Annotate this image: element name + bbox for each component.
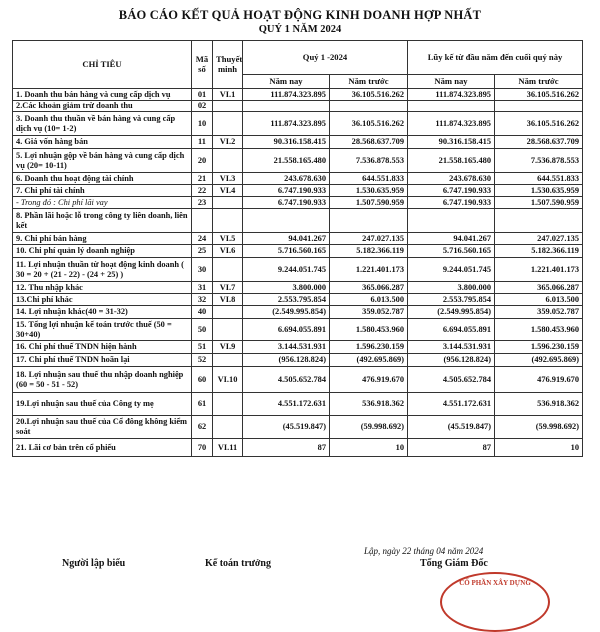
row-quarter-current: (956.128.824) bbox=[243, 354, 330, 367]
table-row bbox=[13, 185, 583, 197]
row-note: VI.1 bbox=[213, 89, 243, 101]
row-cumulative-current: 6.747.190.933 bbox=[408, 197, 495, 209]
row-quarter-current: 4.505.652.784 bbox=[243, 367, 330, 393]
row-note: VI.10 bbox=[213, 367, 243, 393]
row-quarter-previous: 36.105.516.262 bbox=[330, 89, 408, 101]
row-code: 40 bbox=[192, 306, 213, 319]
row-cumulative-current: 3.144.531.931 bbox=[408, 341, 495, 354]
row-code: 10 bbox=[192, 112, 213, 136]
row-cumulative-current bbox=[408, 101, 495, 112]
row-cumulative-current: (956.128.824) bbox=[408, 354, 495, 367]
row-label: 18. Lợi nhuận sau thuế thu nhập doanh nghiệp (60 = 50 - 51 - 52) bbox=[13, 367, 192, 393]
row-quarter-previous: 1.507.590.959 bbox=[330, 197, 408, 209]
row-code: 25 bbox=[192, 245, 213, 258]
row-cumulative-previous bbox=[495, 101, 583, 112]
row-quarter-previous: 365.066.287 bbox=[330, 282, 408, 294]
row-cumulative-current: 2.553.795.854 bbox=[408, 294, 495, 306]
row-note: VI.4 bbox=[213, 185, 243, 197]
row-cumulative-previous: 247.027.135 bbox=[495, 233, 583, 245]
row-cumulative-previous: 6.013.500 bbox=[495, 294, 583, 306]
row-label: 8. Phần lãi hoặc lỗ trong công ty liên doanh, liên kết bbox=[13, 209, 192, 233]
row-cumulative-previous: 1.530.635.959 bbox=[495, 185, 583, 197]
row-quarter-previous: 1.530.635.959 bbox=[330, 185, 408, 197]
row-note bbox=[213, 416, 243, 439]
row-quarter-previous: 10 bbox=[330, 439, 408, 457]
row-quarter-previous: 644.551.833 bbox=[330, 173, 408, 185]
row-label: 9. Chi phí bán hàng bbox=[13, 233, 192, 245]
row-cumulative-current: 21.558.165.480 bbox=[408, 149, 495, 173]
row-code: 21 bbox=[192, 173, 213, 185]
row-quarter-previous: 1.221.401.173 bbox=[330, 258, 408, 282]
row-quarter-current: 6.694.055.891 bbox=[243, 319, 330, 341]
row-quarter-previous: 247.027.135 bbox=[330, 233, 408, 245]
row-note bbox=[213, 319, 243, 341]
row-code: 52 bbox=[192, 354, 213, 367]
report-subtitle: QUÝ 1 NĂM 2024 bbox=[258, 24, 342, 35]
row-quarter-previous: 36.105.516.262 bbox=[330, 112, 408, 136]
row-label: - Trong đó : Chi phí lãi vay bbox=[13, 197, 192, 209]
row-code: 01 bbox=[192, 89, 213, 101]
row-code: 02 bbox=[192, 101, 213, 112]
row-quarter-previous bbox=[330, 101, 408, 112]
signature-director: Tổng Giám Đốc bbox=[420, 558, 488, 569]
row-cumulative-current: 111.874.323.895 bbox=[408, 112, 495, 136]
row-cumulative-previous: 536.918.362 bbox=[495, 393, 583, 416]
row-quarter-current: 111.874.323.895 bbox=[243, 89, 330, 101]
row-label: 10. Chi phí quản lý doanh nghiệp bbox=[13, 245, 192, 258]
row-note bbox=[213, 209, 243, 233]
row-code: 30 bbox=[192, 258, 213, 282]
place-date: Lập, ngày 22 tháng 04 năm 2024 bbox=[364, 546, 484, 556]
table-row bbox=[13, 233, 583, 245]
header-q-nam-nay: Năm nay bbox=[243, 75, 330, 89]
row-cumulative-current: 94.041.267 bbox=[408, 233, 495, 245]
row-quarter-previous: 1.580.453.960 bbox=[330, 319, 408, 341]
row-quarter-previous: 1.596.230.159 bbox=[330, 341, 408, 354]
header-chi-tieu: CHỈ TIÊU bbox=[13, 41, 192, 89]
row-cumulative-current: 6.747.190.933 bbox=[408, 185, 495, 197]
table-row bbox=[13, 439, 583, 457]
row-quarter-current bbox=[243, 101, 330, 112]
row-code: 51 bbox=[192, 341, 213, 354]
row-cumulative-current: 3.800.000 bbox=[408, 282, 495, 294]
header-c-nam-nay: Năm nay bbox=[408, 75, 495, 89]
row-label: 16. Chi phí thuế TNDN hiện hành bbox=[13, 341, 192, 354]
row-label: 11. Lợi nhuận thuần từ hoạt động kinh doanh ( 30 = 20 + (21 - 22) - (24 + 25) ) bbox=[13, 258, 192, 282]
row-quarter-current: 111.874.323.895 bbox=[243, 112, 330, 136]
row-note: VI.7 bbox=[213, 282, 243, 294]
row-cumulative-previous: 5.182.366.119 bbox=[495, 245, 583, 258]
row-quarter-previous: 6.013.500 bbox=[330, 294, 408, 306]
row-quarter-current: 87 bbox=[243, 439, 330, 457]
stamp-text: CỔ PHẦN XÂY DỰNG bbox=[459, 579, 531, 587]
row-label: 21. Lãi cơ bản trên cổ phiếu bbox=[13, 439, 192, 457]
row-cumulative-previous: 359.052.787 bbox=[495, 306, 583, 319]
row-label: 14. Lợi nhuận khác(40 = 31-32) bbox=[13, 306, 192, 319]
table-row bbox=[13, 112, 583, 136]
row-code: 61 bbox=[192, 393, 213, 416]
row-label: 4. Giá vốn hàng bán bbox=[13, 136, 192, 149]
table-row bbox=[13, 393, 583, 416]
row-note bbox=[213, 101, 243, 112]
row-code: 11 bbox=[192, 136, 213, 149]
row-code: 60 bbox=[192, 367, 213, 393]
row-quarter-previous: (59.998.692) bbox=[330, 416, 408, 439]
row-quarter-current: (2.549.995.854) bbox=[243, 306, 330, 319]
row-note: VI.11 bbox=[213, 439, 243, 457]
row-cumulative-previous bbox=[495, 209, 583, 233]
row-quarter-previous: 5.182.366.119 bbox=[330, 245, 408, 258]
row-cumulative-previous: 7.536.878.553 bbox=[495, 149, 583, 173]
row-label: 3. Doanh thu thuần về bán hàng và cung cấp dịch vụ (10= 1-2) bbox=[13, 112, 192, 136]
row-cumulative-current: (2.549.995.854) bbox=[408, 306, 495, 319]
row-cumulative-current: 4.505.652.784 bbox=[408, 367, 495, 393]
signature-preparer: Người lập biểu bbox=[62, 558, 126, 569]
row-cumulative-previous: (59.998.692) bbox=[495, 416, 583, 439]
row-note: VI.6 bbox=[213, 245, 243, 258]
row-cumulative-previous: 36.105.516.262 bbox=[495, 112, 583, 136]
row-label: 15. Tổng lợi nhuận kế toán trước thuế (50 = 30+40) bbox=[13, 319, 192, 341]
row-cumulative-previous: 1.221.401.173 bbox=[495, 258, 583, 282]
row-quarter-previous: (492.695.869) bbox=[330, 354, 408, 367]
company-stamp bbox=[440, 572, 550, 632]
row-quarter-current: 9.244.051.745 bbox=[243, 258, 330, 282]
row-quarter-current bbox=[243, 209, 330, 233]
row-cumulative-previous: 1.580.453.960 bbox=[495, 319, 583, 341]
table-row bbox=[13, 101, 583, 112]
row-code bbox=[192, 209, 213, 233]
row-note: VI.2 bbox=[213, 136, 243, 149]
row-cumulative-current: 90.316.158.415 bbox=[408, 136, 495, 149]
table-row bbox=[13, 367, 583, 393]
header-c-nam-truoc: Năm trước bbox=[495, 75, 583, 89]
row-note: VI.5 bbox=[213, 233, 243, 245]
signature-chief-accountant: Kế toán trưởng bbox=[205, 558, 271, 569]
row-quarter-current: 6.747.190.933 bbox=[243, 197, 330, 209]
row-cumulative-current: (45.519.847) bbox=[408, 416, 495, 439]
row-quarter-current: 3.144.531.931 bbox=[243, 341, 330, 354]
table-row bbox=[13, 319, 583, 341]
row-code: 50 bbox=[192, 319, 213, 341]
row-quarter-current: 2.553.795.854 bbox=[243, 294, 330, 306]
row-label: 7. Chi phí tài chính bbox=[13, 185, 192, 197]
row-cumulative-previous: 36.105.516.262 bbox=[495, 89, 583, 101]
row-note bbox=[213, 197, 243, 209]
table-row bbox=[13, 89, 583, 101]
row-code: 22 bbox=[192, 185, 213, 197]
row-code: 31 bbox=[192, 282, 213, 294]
row-code: 32 bbox=[192, 294, 213, 306]
row-code: 20 bbox=[192, 149, 213, 173]
row-quarter-previous: 28.568.637.709 bbox=[330, 136, 408, 149]
table-row bbox=[13, 136, 583, 149]
row-label: 6. Doanh thu hoạt động tài chính bbox=[13, 173, 192, 185]
row-note: VI.3 bbox=[213, 173, 243, 185]
header-ma-so: Mã số bbox=[192, 41, 213, 89]
row-label: 2.Các khoản giảm trừ doanh thu bbox=[13, 101, 192, 112]
row-code: 24 bbox=[192, 233, 213, 245]
table-row bbox=[13, 294, 583, 306]
table-row bbox=[13, 282, 583, 294]
row-quarter-current: 94.041.267 bbox=[243, 233, 330, 245]
row-cumulative-current bbox=[408, 209, 495, 233]
row-cumulative-previous: 28.568.637.709 bbox=[495, 136, 583, 149]
row-note: VI.8 bbox=[213, 294, 243, 306]
row-cumulative-current: 6.694.055.891 bbox=[408, 319, 495, 341]
row-cumulative-current: 87 bbox=[408, 439, 495, 457]
income-statement-table bbox=[12, 40, 583, 457]
row-cumulative-current: 243.678.630 bbox=[408, 173, 495, 185]
row-cumulative-previous: 1.507.590.959 bbox=[495, 197, 583, 209]
row-cumulative-current: 111.874.323.895 bbox=[408, 89, 495, 101]
header-luy-ke: Lũy kế từ đầu năm đến cuối quý này bbox=[408, 41, 583, 75]
row-code: 62 bbox=[192, 416, 213, 439]
row-quarter-current: (45.519.847) bbox=[243, 416, 330, 439]
row-quarter-current: 3.800.000 bbox=[243, 282, 330, 294]
header-q-nam-truoc: Năm trước bbox=[330, 75, 408, 89]
row-cumulative-previous: 1.596.230.159 bbox=[495, 341, 583, 354]
row-quarter-previous: 359.052.787 bbox=[330, 306, 408, 319]
row-quarter-current: 4.551.172.631 bbox=[243, 393, 330, 416]
row-note bbox=[213, 393, 243, 416]
row-cumulative-previous: 644.551.833 bbox=[495, 173, 583, 185]
row-note bbox=[213, 112, 243, 136]
row-note bbox=[213, 354, 243, 367]
row-quarter-previous: 7.536.878.553 bbox=[330, 149, 408, 173]
table-row bbox=[13, 245, 583, 258]
report-title: BÁO CÁO KẾT QUẢ HOẠT ĐỘNG KINH DOANH HỢP NHẤT bbox=[118, 8, 482, 22]
row-label: 13.Chi phí khác bbox=[13, 294, 192, 306]
row-quarter-current: 243.678.630 bbox=[243, 173, 330, 185]
table-row bbox=[13, 416, 583, 439]
header-quy: Quý 1 -2024 bbox=[243, 41, 408, 75]
row-code: 23 bbox=[192, 197, 213, 209]
row-quarter-previous: 536.918.362 bbox=[330, 393, 408, 416]
table-row bbox=[13, 173, 583, 185]
row-note bbox=[213, 149, 243, 173]
row-cumulative-previous: 476.919.670 bbox=[495, 367, 583, 393]
row-quarter-current: 90.316.158.415 bbox=[243, 136, 330, 149]
row-note: VI.9 bbox=[213, 341, 243, 354]
table-row bbox=[13, 197, 583, 209]
row-quarter-previous bbox=[330, 209, 408, 233]
table-row bbox=[13, 306, 583, 319]
table-row bbox=[13, 354, 583, 367]
row-label: 19.Lợi nhuận sau thuế của Công ty mẹ bbox=[13, 393, 192, 416]
row-label: 12. Thu nhập khác bbox=[13, 282, 192, 294]
table-row bbox=[13, 341, 583, 354]
row-cumulative-previous: 365.066.287 bbox=[495, 282, 583, 294]
row-label: 1. Doanh thu bán hàng và cung cấp dịch vụ bbox=[13, 89, 192, 101]
row-quarter-current: 21.558.165.480 bbox=[243, 149, 330, 173]
row-cumulative-previous: 10 bbox=[495, 439, 583, 457]
row-label: 17. Chi phí thuế TNDN hoãn lại bbox=[13, 354, 192, 367]
row-quarter-current: 5.716.560.165 bbox=[243, 245, 330, 258]
row-cumulative-previous: (492.695.869) bbox=[495, 354, 583, 367]
row-note bbox=[213, 258, 243, 282]
row-cumulative-current: 5.716.560.165 bbox=[408, 245, 495, 258]
table-row bbox=[13, 209, 583, 233]
header-thuyet-minh: Thuyết minh bbox=[213, 41, 243, 89]
table-row bbox=[13, 149, 583, 173]
row-code: 70 bbox=[192, 439, 213, 457]
row-label: 5. Lợi nhuận gộp về bán hàng và cung cấp dịch vụ (20= 10-11) bbox=[13, 149, 192, 173]
row-label: 20.Lợi nhuận sau thuế của Cổ đông không kiểm soát bbox=[13, 416, 192, 439]
table-row bbox=[13, 258, 583, 282]
row-quarter-previous: 476.919.670 bbox=[330, 367, 408, 393]
row-note bbox=[213, 306, 243, 319]
row-cumulative-current: 9.244.051.745 bbox=[408, 258, 495, 282]
row-quarter-current: 6.747.190.933 bbox=[243, 185, 330, 197]
row-cumulative-current: 4.551.172.631 bbox=[408, 393, 495, 416]
